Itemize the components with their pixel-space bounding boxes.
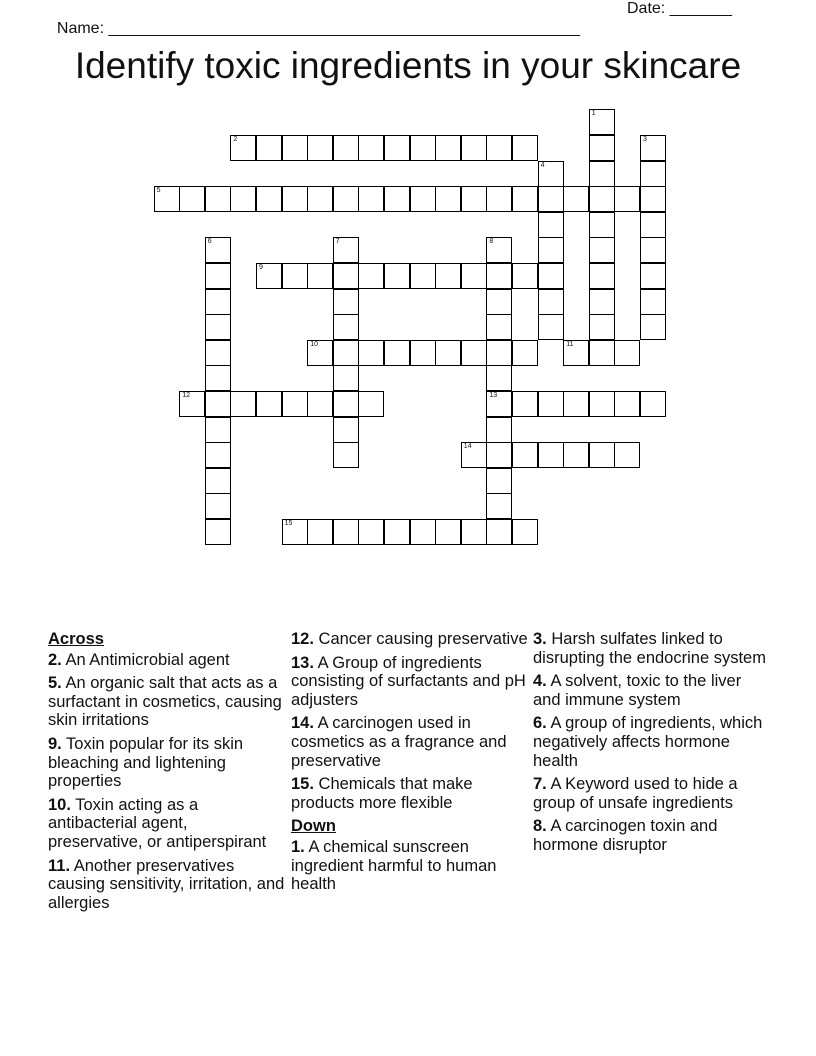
- grid-cell[interactable]: [640, 314, 666, 340]
- grid-cell[interactable]: [154, 186, 180, 212]
- grid-cell[interactable]: [589, 289, 615, 315]
- grid-cell[interactable]: [410, 340, 436, 366]
- clue-down-3: 3. Harsh sulfates linked to disrupting the endocrine system: [533, 630, 766, 667]
- grid-cell[interactable]: [307, 391, 333, 417]
- name-field[interactable]: Name: _____________________________________________________: [56, 20, 581, 37]
- clue-number: 8: [489, 238, 494, 246]
- clue-column-2: [291, 630, 529, 899]
- grid-cell[interactable]: [307, 186, 333, 212]
- clue-down-1: 1. A chemical sunscreen ingredient harmful to human health: [291, 837, 497, 894]
- clue-number: 14: [463, 443, 472, 451]
- grid-cell[interactable]: [333, 519, 359, 545]
- clue-across-10: 10. Toxin acting as a antibacterial agent, preservative, or antiperspirant: [48, 795, 267, 851]
- grid-cell[interactable]: [614, 186, 640, 212]
- page-title: Identify toxic ingredients in your skincare: [74, 45, 742, 86]
- grid-cell[interactable]: [461, 340, 487, 366]
- grid-cell[interactable]: [538, 314, 564, 340]
- grid-cell[interactable]: [486, 340, 512, 366]
- clue-number: 3: [643, 136, 647, 143]
- grid-cell[interactable]: [538, 263, 564, 289]
- clue-column-1: [48, 630, 286, 917]
- down-heading: Down: [291, 817, 336, 836]
- grid-cell[interactable]: [333, 314, 359, 340]
- grid-cell[interactable]: [333, 186, 359, 212]
- grid-cell[interactable]: [333, 365, 359, 391]
- clue-number: 15: [284, 520, 293, 527]
- grid-cell[interactable]: [512, 135, 538, 161]
- grid-cell[interactable]: [205, 314, 231, 340]
- grid-cell[interactable]: [486, 237, 512, 263]
- grid-cell[interactable]: [640, 391, 666, 417]
- grid-cell[interactable]: [486, 519, 512, 545]
- grid-cell[interactable]: [384, 519, 410, 545]
- grid-cell[interactable]: [486, 417, 512, 443]
- grid-cell[interactable]: [230, 135, 256, 161]
- clue-number: 5: [156, 187, 161, 195]
- grid-cell[interactable]: [205, 519, 231, 545]
- clue-across-15: 15. Chemicals that make products more flexible: [291, 775, 473, 812]
- grid-cell[interactable]: [282, 391, 308, 417]
- grid-cell[interactable]: [307, 519, 333, 545]
- grid-cell[interactable]: [410, 519, 436, 545]
- clue-across-2: 2. An Antimicrobial agent: [48, 650, 230, 669]
- clue-across-11: 11. Another preservatives causing sensitivity, irritation, and allergies: [48, 856, 285, 912]
- grid-cell[interactable]: [205, 442, 231, 468]
- grid-cell[interactable]: [256, 263, 282, 289]
- grid-cell[interactable]: [205, 237, 231, 263]
- grid-cell[interactable]: [205, 365, 231, 391]
- grid-cell[interactable]: [179, 391, 205, 417]
- across-heading: Across: [48, 630, 104, 648]
- grid-cell[interactable]: [614, 391, 640, 417]
- clue-number: 7: [335, 238, 340, 246]
- grid-cell[interactable]: [538, 442, 564, 468]
- grid-cell[interactable]: [358, 340, 384, 366]
- grid-cell[interactable]: [512, 519, 538, 545]
- grid-cell[interactable]: [435, 135, 461, 161]
- grid-cell[interactable]: [333, 135, 359, 161]
- grid-cell[interactable]: [486, 135, 512, 161]
- grid-cell[interactable]: [512, 391, 538, 417]
- grid-cell[interactable]: [256, 135, 282, 161]
- grid-cell[interactable]: [614, 340, 640, 366]
- clue-across-12: 12. Cancer causing preservative: [291, 630, 528, 648]
- grid-cell[interactable]: [205, 391, 231, 417]
- grid-cell[interactable]: [640, 161, 666, 187]
- grid-cell[interactable]: [256, 391, 282, 417]
- grid-cell[interactable]: [589, 263, 615, 289]
- grid-cell[interactable]: [538, 391, 564, 417]
- grid-cell[interactable]: [307, 340, 333, 366]
- clue-number: 13: [489, 392, 498, 399]
- grid-cell[interactable]: [589, 340, 615, 366]
- grid-cell[interactable]: [640, 186, 666, 212]
- grid-cell[interactable]: [486, 391, 512, 417]
- grid-cell[interactable]: [307, 135, 333, 161]
- clue-number: 4: [540, 161, 545, 169]
- grid-cell[interactable]: [205, 289, 231, 315]
- clue-across-13: 13. A Group of ingredients consisting of surfactants and pH adjusters: [291, 653, 526, 709]
- grid-cell[interactable]: [461, 442, 487, 468]
- grid-cell[interactable]: [435, 519, 461, 545]
- grid-cell[interactable]: [435, 340, 461, 366]
- grid-cell[interactable]: [486, 493, 512, 519]
- clue-down-8: 8. A carcinogen toxin and hormone disruptor: [533, 817, 718, 854]
- grid-cell[interactable]: [486, 314, 512, 340]
- grid-cell[interactable]: [589, 442, 615, 468]
- grid-cell[interactable]: [179, 186, 205, 212]
- clue-number: 9: [259, 264, 263, 271]
- grid-cell[interactable]: [282, 135, 308, 161]
- grid-cell[interactable]: [384, 135, 410, 161]
- clue-down-4: 4. A solvent, toxic to the liver and immune system: [533, 672, 742, 709]
- grid-cell[interactable]: [589, 135, 615, 161]
- grid-cell[interactable]: [486, 468, 512, 494]
- grid-cell[interactable]: [589, 314, 615, 340]
- clue-down-7: 7. A Keyword used to hide a group of unsafe ingredients: [533, 775, 738, 812]
- clue-number: 12: [182, 392, 190, 399]
- grid-cell[interactable]: [358, 135, 384, 161]
- clue-column-3: [533, 630, 771, 860]
- grid-cell[interactable]: [486, 442, 512, 468]
- grid-cell[interactable]: [205, 417, 231, 443]
- grid-cell[interactable]: [538, 212, 564, 238]
- grid-cell[interactable]: [230, 391, 256, 417]
- clue-down-6: 6. A group of ingredients, which negatively affects hormone health: [533, 714, 763, 770]
- grid-cell[interactable]: [589, 161, 615, 187]
- grid-cell[interactable]: [282, 519, 308, 545]
- grid-cell[interactable]: [512, 442, 538, 468]
- grid-cell[interactable]: [538, 237, 564, 263]
- grid-cell[interactable]: [358, 519, 384, 545]
- grid-cell[interactable]: [512, 186, 538, 212]
- grid-cell[interactable]: [589, 109, 615, 135]
- grid-cell[interactable]: [205, 340, 231, 366]
- clue-number: 11: [566, 340, 574, 348]
- grid-cell[interactable]: [461, 135, 487, 161]
- grid-cell[interactable]: [640, 289, 666, 315]
- grid-cell[interactable]: [640, 135, 666, 161]
- grid-cell[interactable]: [435, 263, 461, 289]
- clue-across-5: 5. An organic salt that acts as a surfactant in cosmetics, causing skin irritations: [48, 674, 282, 730]
- grid-cell[interactable]: [384, 186, 410, 212]
- grid-cell[interactable]: [282, 186, 308, 212]
- grid-cell[interactable]: [563, 340, 589, 366]
- grid-cell[interactable]: [614, 442, 640, 468]
- grid-cell[interactable]: [205, 493, 231, 519]
- clue-number: 1: [591, 110, 596, 118]
- grid-cell[interactable]: [538, 289, 564, 315]
- grid-cell[interactable]: [282, 263, 308, 289]
- grid-cell[interactable]: [358, 391, 384, 417]
- grid-cell[interactable]: [205, 468, 231, 494]
- grid-cell[interactable]: [333, 263, 359, 289]
- grid-cell[interactable]: [461, 263, 487, 289]
- grid-cell[interactable]: [358, 263, 384, 289]
- grid-cell[interactable]: [307, 263, 333, 289]
- clue-number: 2: [233, 136, 238, 143]
- grid-cell[interactable]: [512, 263, 538, 289]
- grid-cell[interactable]: [563, 391, 589, 417]
- grid-cell[interactable]: [410, 263, 436, 289]
- grid-cell[interactable]: [640, 263, 666, 289]
- clue-number: 10: [310, 340, 318, 348]
- grid-cell[interactable]: [333, 237, 359, 263]
- grid-cell[interactable]: [461, 519, 487, 545]
- grid-cell[interactable]: [538, 161, 564, 187]
- grid-cell[interactable]: [384, 263, 410, 289]
- grid-cell[interactable]: [358, 186, 384, 212]
- grid-cell[interactable]: [333, 289, 359, 315]
- grid-cell[interactable]: [589, 391, 615, 417]
- grid-cell[interactable]: [486, 186, 512, 212]
- grid-cell[interactable]: [589, 186, 615, 212]
- grid-cell[interactable]: [589, 212, 615, 238]
- grid-cell[interactable]: [640, 237, 666, 263]
- grid-cell[interactable]: [512, 340, 538, 366]
- grid-cell[interactable]: [486, 263, 512, 289]
- grid-cell[interactable]: [333, 417, 359, 443]
- grid-cell[interactable]: [563, 186, 589, 212]
- grid-cell[interactable]: [384, 340, 410, 366]
- grid-cell[interactable]: [486, 289, 512, 315]
- clue-number: 6: [207, 238, 212, 246]
- clue-across-9: 9. Toxin popular for its skin bleaching and lightening properties: [48, 734, 244, 791]
- grid-cell[interactable]: [205, 186, 231, 212]
- date-field[interactable]: Date: _______: [627, 0, 732, 17]
- grid-cell[interactable]: [410, 186, 436, 212]
- grid-cell[interactable]: [563, 442, 589, 468]
- grid-cell[interactable]: [333, 391, 359, 417]
- grid-cell[interactable]: [640, 212, 666, 238]
- grid-cell[interactable]: [333, 340, 359, 366]
- grid-cell[interactable]: [205, 263, 231, 289]
- grid-cell[interactable]: [410, 135, 436, 161]
- grid-cell[interactable]: [461, 186, 487, 212]
- grid-cell[interactable]: [538, 186, 564, 212]
- grid-cell[interactable]: [486, 365, 512, 391]
- grid-cell[interactable]: [589, 237, 615, 263]
- grid-cell[interactable]: [435, 186, 461, 212]
- grid-cell[interactable]: [230, 186, 256, 212]
- clue-across-14: 14. A carcinogen used in cosmetics as a fragrance and preservative: [291, 714, 507, 770]
- grid-cell[interactable]: [333, 442, 359, 468]
- grid-cell[interactable]: [256, 186, 282, 212]
